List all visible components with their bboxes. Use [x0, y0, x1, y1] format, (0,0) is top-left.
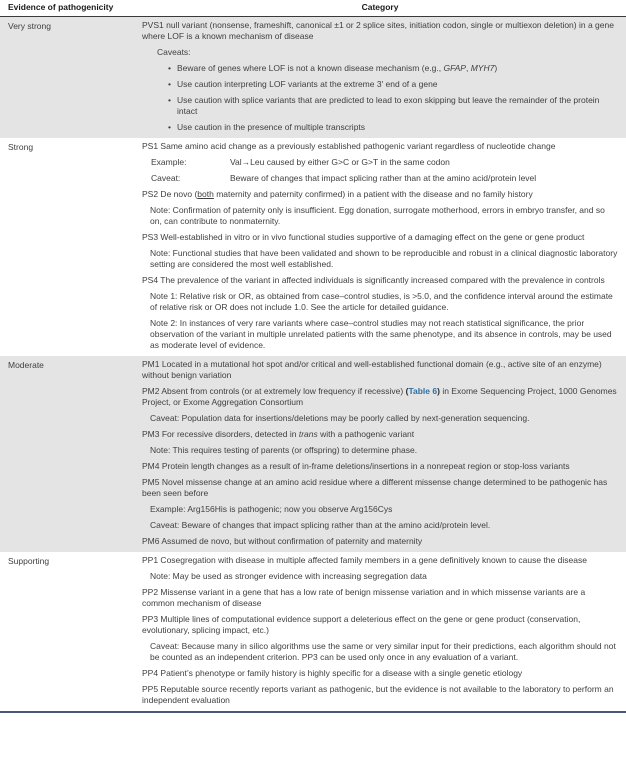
example-label: Example:: [151, 157, 187, 167]
criterion-pm1: PM1 Located in a mutational hot spot and/or critical and well-established functional domain (e.g., active site of an enzyme) without benign variation: [142, 359, 602, 380]
bullet-marker: •: [168, 122, 171, 132]
paren-open: (: [405, 386, 409, 396]
category-cell-supporting: [142, 555, 626, 706]
criterion-pp5: PP5 Reputable source recently reports variant as pathogenic, but the evidence is not available to the laboratory to perform an independent evaluation: [142, 684, 614, 705]
category-cell-moderate: [142, 359, 626, 547]
ps2-note: Note: Confirmation of paternity only is insufficient. Egg donation, surrogate motherhood, errors in embryo transfer, and so on, can contribute to nonmaternity.: [150, 205, 605, 226]
bullet-text: Use caution interpreting LOF variants at the extreme 3′ end of a gene: [177, 79, 438, 89]
pm5-caveat: Caveat: Beware of changes that impact splicing rather than at the amino acid/protein level.: [150, 520, 491, 530]
bullet-marker: •: [168, 79, 171, 89]
table-row-very-strong: [0, 17, 626, 138]
text-segment: in Exome Sequencing Project, 1000 Genomes Project, or Exome Aggregation Consortium: [142, 386, 617, 407]
caveat-label: Caveat:: [151, 173, 181, 183]
caveats-label: Caveats:: [157, 47, 191, 57]
ps4-note-1: Note 1: Relative risk or OR, as obtained from case–control studies, is >5.0, and the confidence interval around the estimate of relative risk or OR does not include 1.0. See the article for detailed guidance.: [150, 291, 613, 312]
pvs1-caveat-bullet-3: [142, 95, 618, 117]
pm3-note: Note: This requires testing of parents (or offspring) to determine phase.: [150, 445, 418, 455]
criterion-pm4: PM4 Protein length changes as a result of in-frame deletions/insertions in a nonrepeat region or stop-loss variants: [142, 461, 570, 471]
table-header-row: [0, 0, 626, 17]
evidence-label-supporting: Supporting: [8, 556, 50, 566]
pvs1-caveat-bullet-1: [142, 63, 618, 74]
italic-trans: trans: [298, 429, 318, 439]
pm5-example: Example: Arg156His is pathogenic; now you observe Arg156Cys: [150, 504, 393, 514]
text-segment: Beware of genes where LOF is not a known disease mechanism (e.g.,: [177, 63, 444, 73]
criterion-pvs1: PVS1 null variant (nonsense, frameshift, canonical ±1 or 2 splice sites, initiation codon, single or multiexon deletion) in a gene where LOF is a known mechanism of disease: [142, 20, 614, 41]
table-row-strong: [0, 138, 626, 356]
text-segment: PM2 Absent from controls (or at extremely low frequency if recessive): [142, 386, 406, 396]
evidence-label-strong: Strong: [8, 142, 34, 152]
bullet-text: Use caution with splice variants that are predicted to lead to exon skipping but leave the remainder of the protein intact: [177, 95, 600, 116]
criterion-ps4: PS4 The prevalence of the variant in affected individuals is significantly increased compared with the prevalence in controls: [142, 275, 605, 285]
criterion-pm3: [142, 429, 618, 440]
pvs1-caveat-bullet-4: [142, 122, 618, 133]
table-6-link[interactable]: Table 6: [408, 386, 438, 396]
gene-name-myh7: MYH7: [470, 63, 495, 73]
criterion-pp1: PP1 Cosegregation with disease in multiple affected family members in a gene definitively known to cause the disease: [142, 555, 587, 565]
evidence-label-moderate: Moderate: [8, 360, 44, 370]
text-segment: with a pathogenic variant: [317, 429, 415, 439]
paren-close: ): [437, 386, 440, 396]
criterion-pp4: PP4 Patient’s phenotype or family history is highly specific for a disease with a single genetic etiology: [142, 668, 523, 678]
pvs1-caveat-bullet-2: [142, 79, 618, 90]
column-header-category: Category: [361, 2, 399, 12]
ps1-caveat-row: [142, 173, 618, 184]
criterion-pm6: PM6 Assumed de novo, but without confirmation of paternity and maternity: [142, 536, 423, 546]
gene-name-gfap: GFAP: [443, 63, 466, 73]
bullet-marker: •: [168, 63, 171, 73]
bullet-text: Use caution in the presence of multiple transcripts: [177, 122, 366, 132]
example-text: Val→Leu caused by either G>C or G>T in the same codon: [230, 157, 450, 167]
text-segment: ,: [465, 63, 471, 73]
text-segment: PM3 For recessive disorders, detected in: [142, 429, 299, 439]
bullet-text: [177, 63, 618, 74]
evidence-label-very-strong: Very strong: [8, 21, 51, 31]
criterion-pp3: PP3 Multiple lines of computational evidence support a deleterious effect on the gene or gene product (conservation, evolutionary, splicing impact, etc.): [142, 614, 581, 635]
underlined-both: both: [197, 189, 214, 199]
pp3-caveat: Caveat: Because many in silico algorithms use the same or very similar input for their predictions, each algorithm should not be counted as an independent criterion. PP3 can be used only once in any evaluation of a variant.: [150, 641, 616, 662]
bullet-marker: •: [168, 95, 171, 105]
pm2-caveat: Caveat: Population data for insertions/deletions may be poorly called by next-generation sequencing.: [150, 413, 530, 423]
criterion-ps1: PS1 Same amino acid change as a previously established pathogenic variant regardless of nucleotide change: [142, 141, 556, 151]
category-cell-strong: [142, 141, 626, 351]
criterion-ps2: [142, 189, 618, 200]
criterion-pm2: [142, 386, 618, 408]
criterion-pm5: PM5 Novel missense change at an amino acid residue where a different missense change determined to be pathogenic has been seen before: [142, 477, 608, 498]
ps4-note-2: Note 2: In instances of very rare variants where case–control studies may not reach statistical significance, the prior observation of the variant in multiple unrelated patients with the same phenotype, and its absence in controls, may be used as moderate level of evidence.: [150, 318, 612, 350]
table-row-supporting: [0, 552, 626, 711]
text-segment: ): [494, 63, 498, 73]
table-row-moderate: [0, 356, 626, 552]
caveat-text: Beware of changes that impact splicing rather than at the amino acid/protein level: [230, 173, 537, 183]
pp1-note: Note: May be used as stronger evidence with increasing segregation data: [150, 571, 427, 581]
category-cell-very-strong: [142, 20, 626, 133]
criterion-ps3: PS3 Well-established in vitro or in vivo functional studies supportive of a damaging effect on the gene or gene product: [142, 232, 585, 242]
column-header-evidence: Evidence of pathogenicity: [8, 2, 114, 12]
text-segment: PS2 De novo (: [142, 189, 198, 199]
criterion-pp2: PP2 Missense variant in a gene that has a low rate of benign missense variation and in which missense variants are a common mechanism of disease: [142, 587, 586, 608]
ps1-example-row: [142, 157, 618, 168]
ps3-note: Note: Functional studies that have been validated and shown to be reproducible and robust in a clinical diagnostic laboratory setting are considered the most well established.: [150, 248, 618, 269]
text-segment: maternity and paternity confirmed) in a patient with the disease and no family history: [213, 189, 533, 199]
